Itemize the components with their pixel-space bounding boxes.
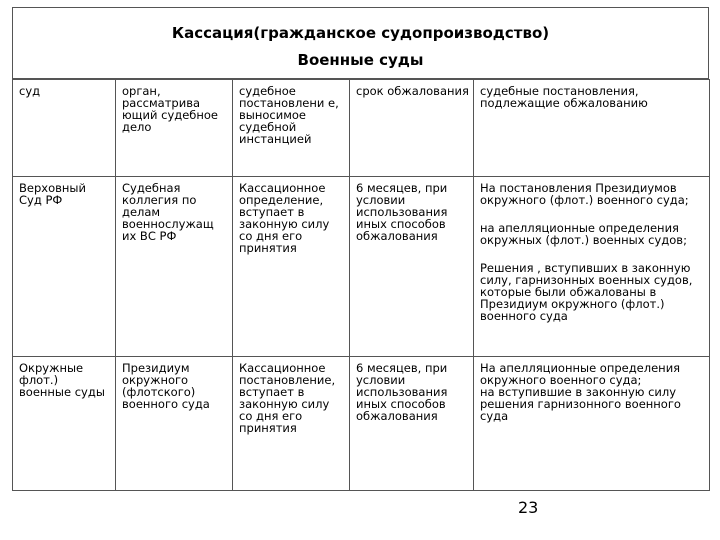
cell-term: 6 месяцев, при условии использования иных способов обжалования <box>350 177 474 357</box>
title-box <box>12 7 709 79</box>
cell-appealable <box>474 177 710 357</box>
header-cell-body: орган, рассматрива ющий судебное дело <box>116 80 233 177</box>
cell-appealable <box>474 357 710 491</box>
cassation-table <box>12 79 710 491</box>
appealable-item: На постановления Президиумов окружного (флот.) военного суда; <box>480 181 689 207</box>
appealable-item: на апелляционные определения окружных (флот.) военных судов; <box>480 221 687 247</box>
header-cell-term: срок обжалования <box>350 80 474 177</box>
cell-body: Судебная коллегия по делам военнослужащ их ВС РФ <box>116 177 233 357</box>
cell-decision: Кассационное постановление, вступает в законную силу со дня его принятия <box>233 357 350 491</box>
table-row <box>13 357 710 491</box>
header-cell-court: суд <box>13 80 116 177</box>
cell-court: Окружные флот.) военные суды <box>13 357 116 491</box>
appealable-item: Решения , вступивших в законную силу, гарнизонных военных судов, которые были обжалованы в Президиум окружного (флот.) военного суда <box>480 261 693 323</box>
cell-decision: Кассационное определение, вступает в законную силу со дня его принятия <box>233 177 350 357</box>
cell-court: Верховный Суд РФ <box>13 177 116 357</box>
cell-body: Президиум окружного (флотского) военного суда <box>116 357 233 491</box>
page-title: Кассация(гражданское судопроизводство) <box>171 24 550 42</box>
page-number: 23 <box>518 498 539 517</box>
table-header-row <box>13 80 710 177</box>
appealable-item: На апелляционные определения окружного военного суда; <box>480 361 681 387</box>
page-subtitle: Военные суды <box>297 51 424 69</box>
header-cell-decision: судебное постановлени е, выносимое судебной инстанцией <box>233 80 350 177</box>
table-row <box>13 177 710 357</box>
appealable-item: на вступившие в законную силу решения гарнизонного военного суда <box>480 385 681 423</box>
header-cell-appealable: судебные постановления, подлежащие обжалованию <box>474 80 710 177</box>
cell-term: 6 месяцев, при условии использования иных способов обжалования <box>350 357 474 491</box>
